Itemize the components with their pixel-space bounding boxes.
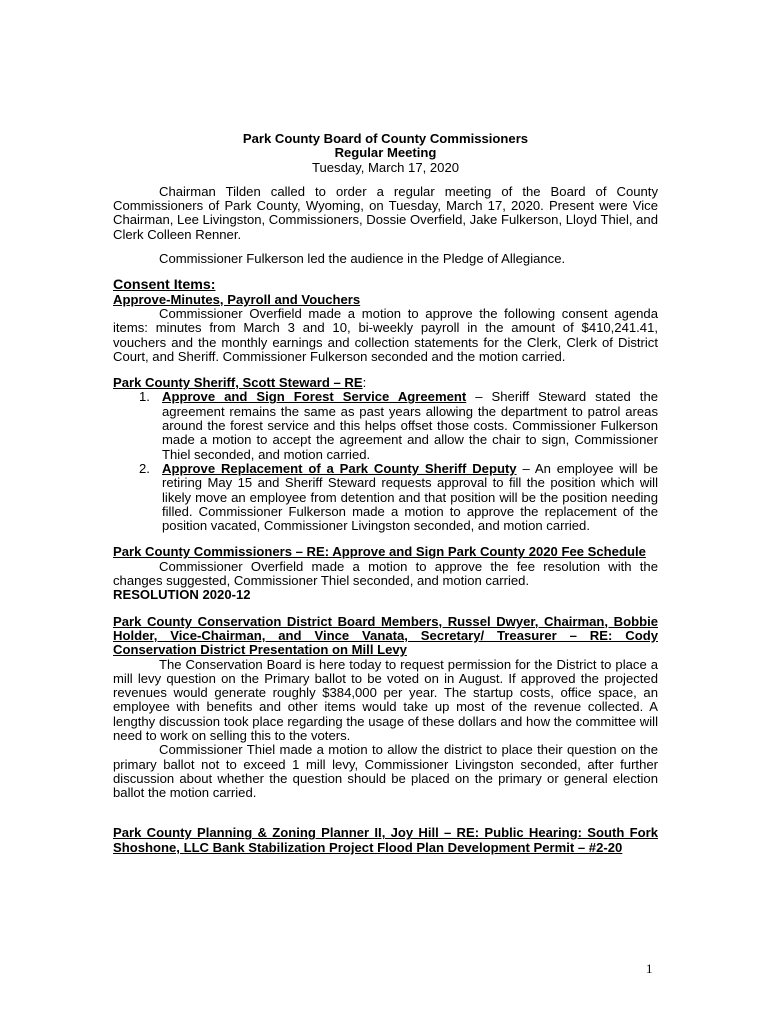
sheriff-heading-text: Park County Sheriff, Scott Steward – RE [113, 375, 363, 391]
consent-heading: Consent Items: [113, 277, 216, 294]
conservation-motion-paragraph: Commissioner Thiel made a motion to allow the district to place their question on the primary ballot not to exceed 1 mill levy, Commissioner Livingston seconded, after further discussion about whether the question should be placed on the primary or general election ballot the motion carried. [113, 742, 658, 801]
document-page [113, 132, 658, 855]
sheriff-heading [113, 376, 658, 390]
consent-paragraph: Commissioner Overfield made a motion to approve the following consent agenda items: minutes from March 3 and 10, bi-weekly payroll in the amount of $410,241.41, vouchers and the monthly earnings and collection statements for the Clerk, Clerk of District Court, and Sheriff. Commissioner Fulkerson seconded and the motion carried. [113, 305, 658, 364]
consent-subheading: Approve-Minutes, Payroll and Vouchers [113, 291, 361, 307]
meeting-date: Tuesday, March 17, 2020 [311, 159, 460, 175]
list-item-title: Approve Replacement of a Park County Sheriff Deputy [162, 460, 517, 476]
fee-paragraph: Commissioner Overfield made a motion to approve the fee resolution with the changes suggested, Commissioner Thiel seconded, and motion carried. [113, 558, 658, 589]
document-subtitle: Regular Meeting [334, 145, 437, 161]
pledge-paragraph: Commissioner Fulkerson led the audience in the Pledge of Allegiance. [159, 251, 566, 267]
list-item [139, 389, 659, 462]
planning-heading: Park County Planning & Zoning Planner II, Joy Hill – RE: Public Hearing: South Fork Shoshone, LLC Bank Stabilization Project Flood Plan Development Permit – #2-20 [113, 825, 658, 855]
conservation-heading: Park County Conservation District Board Members, Russel Dwyer, Chairman, Bobbie Holder, Vice-Chairman, and Vince Vanata, Secretary/ Treasurer – RE: Cody Conservation District Presentation on Mill Levy [113, 613, 658, 658]
fee-resolution: RESOLUTION 2020-12 [113, 587, 251, 603]
list-item-title: Approve and Sign Forest Service Agreement [162, 389, 467, 405]
fee-heading: Park County Commissioners – RE: Approve and Sign Park County 2020 Fee Schedule [113, 544, 646, 560]
list-item-text: – Sheriff Steward stated the agreement remains the same as past years allowing the department to patrol areas around the forest service and this helps offset those costs. Commissioner Fulkerson made a motion to accept the agreement and allow the chair to sign, Commissioner Thiel seconded, and motion carried. [162, 389, 659, 462]
document-title: Park County Board of County Commissioners [242, 131, 529, 146]
sheriff-heading-colon: : [362, 375, 367, 391]
sheriff-item-list [113, 390, 658, 533]
page-number: 1 [646, 961, 653, 976]
conservation-paragraph: The Conservation Board is here today to request permission for the District to place a mill levy question on the Primary ballot to be voted on in August. If approved the projected revenues would generate roughly $384,000 per year. The startup costs, office space, an employee with benefits and other items would take up most of the revenue collected. A lengthy discussion took place regarding the usage of these dollars and how the committee will need to work on selling this to the voters. [113, 656, 658, 743]
list-item-number: 1. [139, 389, 150, 405]
list-item-text: – An employee will be retiring May 15 and Sheriff Steward requests approval to fill the position which will likely move an employee from detention and that position will be the position needing filled. Commissioner Fulkerson made a motion to approve the replacement of the position vacated, Commissioner Livingston seconded, and motion carried. [162, 460, 658, 534]
list-item-number: 2. [139, 460, 150, 476]
list-item [139, 460, 658, 534]
intro-paragraph: Chairman Tilden called to order a regular meeting of the Board of County Commissioners of Park County, Wyoming, on Tuesday, March 17, 2020. Present were Vice Chairman, Lee Livingston, Commissioners, Dossie Overfield, Jake Fulkerson, Lloyd Thiel, and Clerk Colleen Renner. [113, 183, 658, 242]
